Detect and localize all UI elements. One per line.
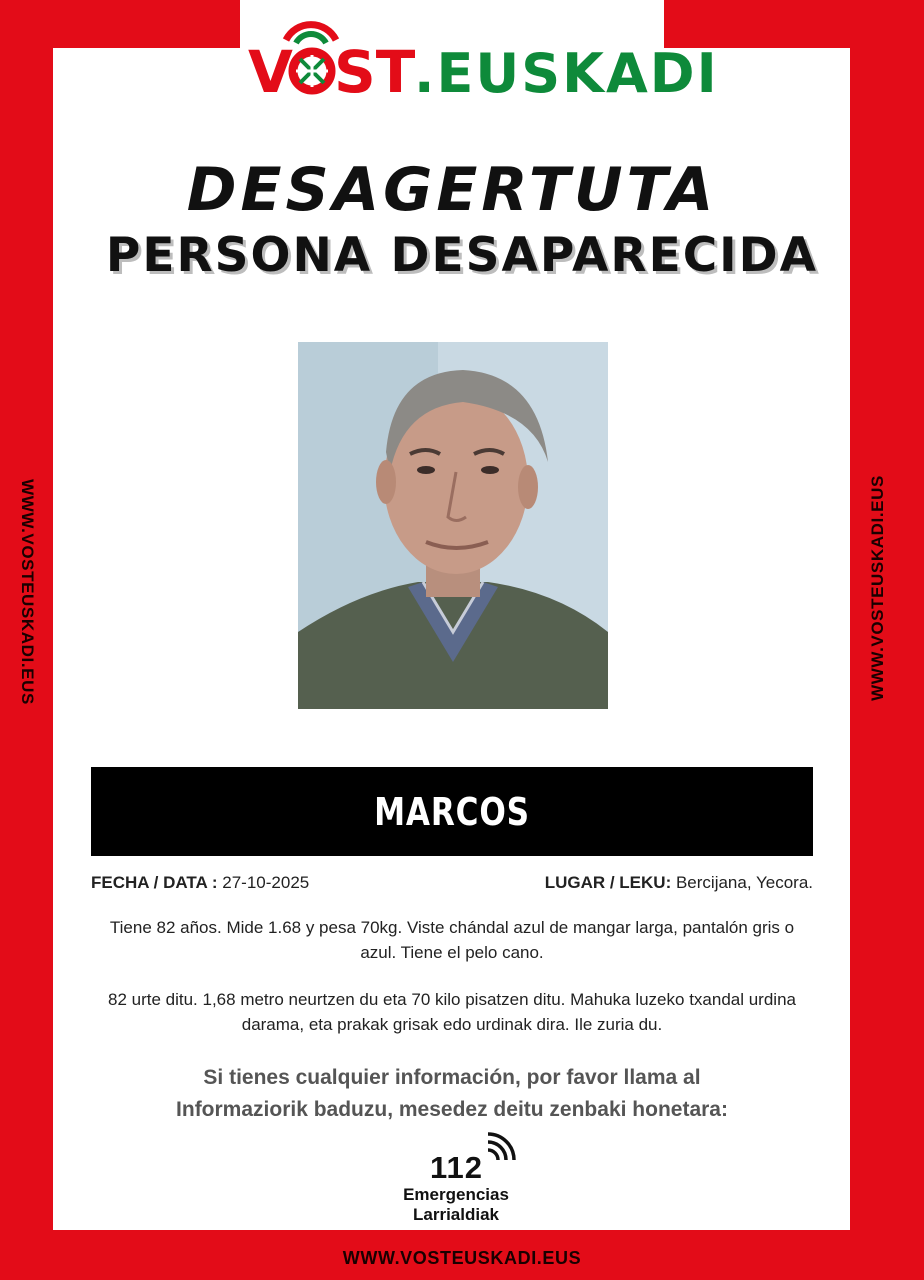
missing-person-photo <box>298 342 608 709</box>
description-basque: 82 urte ditu. 1,68 metro neurtzen du eta 70 kilo pisatzen ditu. Mahuka luzeko txandal urdina darama, eta prakak grisak edo urdinak dira. Ile zuria du. <box>108 990 796 1034</box>
date-label: FECHA / DATA : <box>91 873 218 892</box>
person-name: MARCOS <box>374 789 530 834</box>
side-url-right[interactable]: WWW.VOSTEUSKADI.EUS <box>868 475 887 701</box>
svg-text:.EUSKADI: .EUSKADI <box>414 42 719 105</box>
title-basque: DESAGERTUTA <box>186 155 718 225</box>
description-spanish: Tiene 82 años. Mide 1.68 y pesa 70kg. Viste chándal azul de mangar larga, pantalón gris o azul. Tiene el pelo cano. <box>109 918 795 962</box>
date-info <box>91 873 309 893</box>
date-value: 27-10-2025 <box>217 873 310 892</box>
call-to-action-spanish: Si tienes cualquier información, por favor llama al <box>203 1066 701 1089</box>
place-value: Bercijana, Yecora. <box>671 873 813 892</box>
svg-text:ST: ST <box>334 38 416 106</box>
emergency-label-es: Emergencias <box>403 1185 509 1204</box>
side-url-left[interactable]: WWW.VOSTEUSKADI.EUS <box>18 479 37 705</box>
title-spanish: PERSONA DESAPARECIDA <box>105 228 819 283</box>
vost-euskadi-logo <box>246 10 719 106</box>
emergency-label-eu: Larrialdiak <box>413 1205 499 1224</box>
place-info <box>545 873 813 893</box>
footer-url[interactable]: WWW.VOSTEUSKADI.EUS <box>342 1248 582 1268</box>
place-label: LUGAR / LEKU: <box>544 873 672 892</box>
emergency-number: 112 <box>430 1150 484 1185</box>
call-to-action-basque: Informaziorik baduzu, mesedez deitu zenbaki honetara: <box>176 1098 728 1121</box>
person-name-bar <box>91 767 813 856</box>
svg-text:V: V <box>248 38 293 106</box>
signal-waves-icon <box>482 1132 522 1176</box>
emergency-112-logo <box>386 1128 536 1228</box>
